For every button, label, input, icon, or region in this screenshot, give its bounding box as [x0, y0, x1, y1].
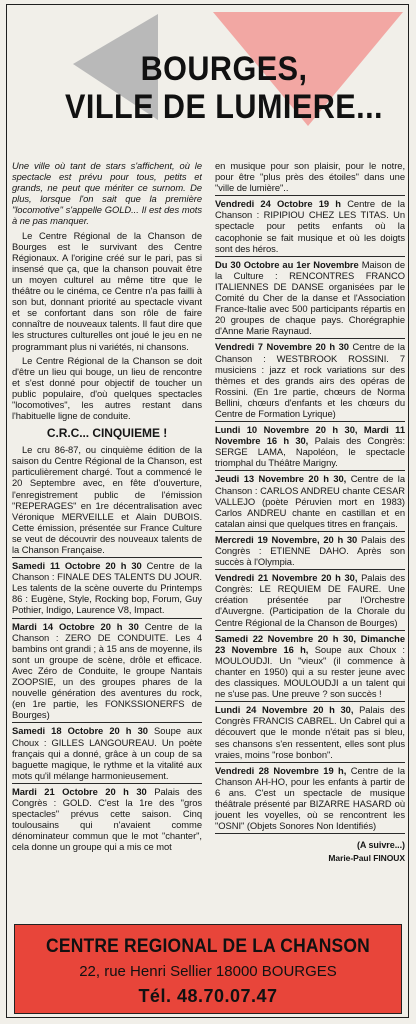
event-text: Soupe aux Choux : GILLES LANGOUREAU. Un poète français qui a donné, grâce à un coup de sa baguette magique, le rythme et la vitalité aux mots qu'il mélange harmonieusement.	[12, 725, 202, 781]
event-date: Lundi 24 Novembre 20 h 30,	[215, 704, 354, 716]
event-item	[215, 572, 405, 630]
event-text: Centre de la Chanson : WESTBROOK ROSSINI. 7 musiciens : jazz et rock variations sur des thèmes et des grands airs des opéras de Rossini. (En 1re partie, chœurs de Norma Bellini, chœurs d'enfants et les chœurs du Centre de Formation Lyrique)	[215, 341, 405, 419]
section-heading: C.R.C... CINQUIEME !	[46, 426, 168, 441]
article-header	[8, 8, 407, 156]
event-text: Maison de la Culture : RENCONTRES FRANCO ITALIENNES DE DANSE organisées par le Comité du Cher de la danse et l'Association France-Italie avec 500 participants répartis en 20 groupes de chaque pays. Chorégraphie d'Anne Marie Raynaud.	[215, 258, 405, 337]
event-text: Centre de la Chanson : FINALE DES TALENTS DU JOUR. Les talents de la scène ouverte du Printemps 86 : Eugène, Style, Rocking bop, Forum, Guy Pothier, Indigo, Laurence V8, Impact.	[12, 560, 202, 616]
article-title	[62, 50, 386, 126]
body-paragraph: Le Centre Régional de la Chanson de Bourges est le survivant des Centre Régionaux. A l'origine créé sur le pari, pas si insensé que ça, que la chanson pouvait être un moyen culturel au même titre que le théâtre ou le cinéma, ce Centre n'a pas failli à son but, donnant priorité au spectacle vivant et se confortant dans son rôle de faire connaître de nouveaux talents. Il faut dire que les structures culturelles ont joué le jeu en ne programmant plus ni variétés, ni chansons.	[12, 229, 202, 352]
event-date: Vendredi 28 Novembre 19 h,	[215, 764, 347, 776]
event-date: Vendredi 7 Novembre 20 h 30	[215, 341, 349, 353]
event-text: Centre de la Chanson : RIPIPIOU CHEZ LES TITAS. Un spectacle pour petits enfants où la cacophonie se fait musique et où les doigts sont des héros.	[215, 198, 405, 254]
event-item	[215, 473, 405, 531]
title-line-1: BOURGES,	[140, 50, 308, 88]
article-body	[12, 160, 404, 916]
event-date: Mercredi 19 Novembre, 20 h 30	[215, 533, 358, 545]
event-item	[215, 633, 405, 703]
event-item	[215, 259, 405, 340]
event-text: Centre de la Chanson : ZERO DE CONDUITE. Les 4 bambins ont grandi ; à 15 ans de moyenne, ils sont un groupe de scène, drôle et efficace. Avec Zéro de Conduite, le groupe Nantais ZOOPSIE, un des groupes phares de la nouvelle génération des aventures du rock, (en 1re partie, les FONKSSIONERFS de Bourges)	[12, 620, 202, 721]
banner-address: 22, rue Henri Sellier 18000 BOURGES	[79, 963, 337, 980]
event-item	[215, 424, 405, 471]
event-item	[215, 198, 405, 256]
intro-paragraph: Une ville où tant de stars s'affichent, où le spectacle est prévu pour tous, petits et grands, ne peut que mériter ce surnom. De plus, lorsque l'on sait que la première "locomotive" s'appelle GOLD... Il est des mots à ne pas manquer.	[12, 160, 202, 227]
event-text: Palais des Congrès: LE REQUIEM DE FAURE. Une création présentée par l'Orchestre d'Auvergne. (Participation de la Chorale du Centre Régional de la Chanson de Bourges)	[215, 572, 405, 628]
event-text: Palais des Congrès FRANCIS CABREL. Un Cabrel qui a découvert que le monde n'était pas si bleu, ses chansons s'en ressentent, elles sont plus vraies, moins "rose bonbon".	[215, 704, 405, 760]
event-item	[12, 786, 202, 855]
event-date: Lundi 10 Novembre 20 h 30, Mardi 11 Novembre 16 h 30,	[215, 424, 405, 447]
banner-phone: Tél. 48.70.07.47	[138, 986, 278, 1006]
event-date: Vendredi 24 Octobre 19 h	[215, 198, 341, 210]
event-item	[215, 704, 405, 762]
event-text: Soupe aux Choux : MOULOUDJI. Un "vieux" (il commence à chanter en 1950) qui a su rester jeune avec des classiques. MOULOUDJI a un talent qui ne s'use pas. Une preuve ? son succès !	[215, 643, 405, 700]
event-date: Samedi 18 Octobre 20 h 30	[12, 725, 148, 737]
author-byline: Marie-Paul FINOUX	[328, 853, 405, 864]
event-date: Vendredi 21 Novembre 20 h 30,	[215, 572, 358, 584]
event-text: Palais des Congrès : ETIENNE DAHO. Après son succès à l'Olympia.	[215, 533, 405, 568]
continued-paragraph: en musique pour son plaisir, pour le notre, pour être "plus près des étoiles" dans une "ville de lumière"..	[215, 160, 405, 196]
body-paragraph: Le Centre Régional de la Chanson se doit d'être un lieu qui bouge, un lieu de rencontre et s'est donné pour objectif de toucher un public populaire, d'où quelques spectacles "locomotives", les autres restant dans l'habituelle ligne de conduite.	[12, 354, 202, 422]
event-text: Palais des Congrès: SERGE LAMA, Napoléon, le spectacle triomphal du Théâtre Marigny.	[215, 435, 405, 469]
event-date: Jeudi 13 Novembre 20 h 30,	[215, 473, 347, 485]
event-text: Centre de la Chanson AH-HO, pour les enfants à partir de 6 ans. C'est un spectacle de musique théâtrale présenté par BIZARRE HASARD où jouent les voyelles, où se rencontrent les "OSNI" (Objets Sonores Non Identifiés)	[215, 764, 405, 832]
event-item	[215, 765, 405, 835]
event-date: Mardi 14 Octobre 20 h 30	[12, 620, 139, 632]
event-date: Samedi 11 Octobre 20 h 30	[12, 560, 142, 572]
to-be-continued: (A suivre...)	[356, 840, 405, 851]
left-column	[12, 160, 202, 916]
banner-title: CENTRE REGIONAL DE LA CHANSON	[46, 936, 370, 957]
event-text: Centre de la Chanson : CARLOS ANDREU chante CESAR VALLEJO (poète Péruvien mort en 1983) Carlos ANDREU chante en castillan et en catalan ainsi que quelques titres en français.	[215, 473, 405, 529]
event-item	[12, 560, 202, 618]
event-item	[12, 725, 202, 783]
contact-banner	[14, 924, 402, 1014]
season-paragraph: Le cru 86-87, ou cinquième édition de la saison du Centre Régional de la Chanson, est particulièrement chargé. Tout a commencé le 20 Septembre avec, en fête d'ouverture, l'enregistrement public de l'émission "REPERAGES" en 1re décentralisation avec Véronique MERVEILLE et Alain DUBOIS. Cette émission, présentée sur France Culture se veut de découvrir des nouveaux talents de la Chanson Française.	[12, 444, 202, 558]
event-date: Samedi 22 Novembre 20 h 30, Dimanche 23 Novembre 16 h,	[215, 632, 405, 655]
event-item	[12, 621, 202, 724]
event-date: Mardi 21 Octobre 20 h 30	[12, 785, 147, 797]
event-text: Palais des Congrès : GOLD. C'est la 1re des "gros spectacles" prévus cette saison. Cinq toulousains qui n'avaient comme dénominateur commun que le mot "chanter", cela donne un groupe qui a mis ce mot	[12, 785, 202, 853]
right-column	[215, 160, 405, 916]
event-date: Du 30 Octobre au 1er Novembre	[215, 258, 359, 270]
event-item	[215, 341, 405, 422]
event-item	[215, 534, 405, 570]
title-line-2: VILLE DE LUMIERE...	[65, 88, 383, 126]
